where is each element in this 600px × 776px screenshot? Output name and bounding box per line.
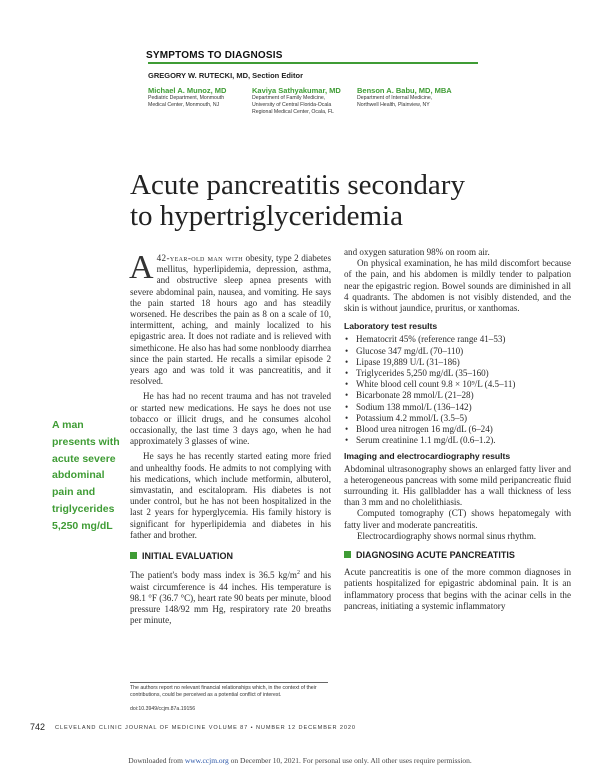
author-block [148, 86, 258, 109]
author-block [357, 86, 487, 109]
section-heading: DIAGNOSING ACUTE PANCREATITIS [344, 550, 571, 561]
drop-cap: A [129, 249, 154, 286]
author-name: Benson A. Babu, MD, MBA [357, 86, 452, 95]
footnote-rule [130, 682, 328, 683]
article-title [130, 170, 560, 232]
list-item: • Triglycerides 5,250 mg/dL (35–160) [344, 368, 571, 379]
author-name: Kaviya Sathyakumar, MD [252, 86, 341, 95]
lead-in: 42-year-old man with [156, 253, 244, 263]
author-affiliation: Northwell Health, Plainview, NY [357, 102, 430, 108]
download-notice: Downloaded from www.ccjm.org on December 10, 2021. For personal use only. All other uses require permission. [128, 756, 472, 765]
list-item: • White blood cell count 9.8 × 10⁹/L (4.5–11) [344, 379, 571, 390]
author-block [252, 86, 364, 116]
right-column [344, 247, 571, 612]
author-affiliation: Medical Center, Monmouth, NJ [148, 102, 220, 108]
heading-marker [344, 551, 351, 558]
disclosure-footnote: The authors report no relevant financial relationships which, in the context of their contributions, could be perceived as a potential conflict of interest. [130, 685, 317, 698]
paragraph: Computed tomography (CT) shows hepatomegaly with fatty liver and moderate pancreatitis. [344, 508, 571, 530]
header-rule [148, 62, 478, 64]
list-item: • Sodium 138 mmol/L (136–142) [344, 402, 571, 413]
author-affiliation: Department of Family Medicine, [252, 95, 326, 101]
list-item: • Glucose 347 mg/dL (70–110) [344, 346, 571, 357]
title-line: to hypertriglyceridemia [130, 200, 403, 232]
section-heading: INITIAL EVALUATION [130, 551, 331, 562]
paragraph: Electrocardiography shows normal sinus rhythm. [357, 530, 537, 541]
subheading: Laboratory test results [344, 321, 438, 332]
author-affiliation: Department of Internal Medicine, [357, 95, 433, 101]
paragraph: The patient's body mass index is 36.5 $kg/m^2$ and his waist circumference is 44 inches. His temperature is 98.1 °F (36.7 °C), heart rate 90 beats per minute, blood pressure 148/92 mm Hg, respiratory rate 20 breaths per minute, [130, 570, 331, 626]
section-label: SYMPTOMS TO DIAGNOSIS [146, 50, 283, 61]
author-name: Michael A. Munoz, MD [148, 86, 227, 95]
list-item: • Hematocrit 45% (reference range 41–53) [344, 334, 571, 345]
author-affiliation: Pediatric Department, Monmouth [148, 95, 225, 101]
left-column [129, 249, 331, 626]
author-affiliation: University of Central Florida-Ocala [252, 102, 332, 108]
list-item: • Bicarbonate 28 mmol/L (21–28) [344, 390, 571, 401]
page-number: 742 [30, 722, 46, 732]
list-item: • Serum creatinine 1.1 mg/dL (0.6–1.2). [344, 435, 571, 446]
list-item: • Lipase 19,889 U/L (31–186) [344, 357, 571, 368]
author-affiliation: Regional Medical Center, Ocala, FL [252, 109, 334, 115]
paragraph: and oxygen saturation 98% on room air. [344, 247, 490, 257]
title-line: Acute pancreatitis secondary [130, 169, 465, 201]
paragraph: A 42-year-old man with obesity, type 2 diabetes mellitus, hyperlipidemia, depression, asthma, and obstructive sleep apnea presents with severe abdominal pain, nausea, and vomiting. He says the pain started 18 hours ago and has steadily worsened. He describes the pain as 8 on a scale of 10, intermittent, aching, and mainly localized to his epigastric area. It does not radiate and is relieved with simethicone. He also has had some nonbloody diarrhea since the pain started. He recalls a similar episode 2 years ago and was told it was pancreatitis, and it resolved. [129, 249, 331, 387]
paragraph: Abdominal ultrasonography shows an enlarged fatty liver and a heterogeneous pancreas with some mild peripancreatic fluid surrounding it. His gallbladder has a wall thickness of less than 3 mm and no cholelithiasis. [344, 463, 571, 508]
list-item: • Potassium 4.2 mmol/L (3.5–5) [344, 413, 571, 424]
paragraph: On physical examination, he has mild discomfort because of the pain, and his abdomen is mildly tender to palpation near the epigastric region. Bowel sounds are diminished in all 4 quadrants. The abdomen is not visibly distended, and the skin is without jaundice, pruritus, or xanthomas. [344, 258, 571, 314]
journal-footer: CLEVELAND CLINIC JOURNAL OF MEDICINE VOLUME 87 • NUMBER 12 DECEMBER 2020 [55, 725, 356, 731]
doi: doi:10.3949/ccjm.87a.19156 [130, 706, 196, 712]
subheading: Imaging and electrocardiography results [344, 451, 511, 462]
paragraph: Acute pancreatitis is one of the more common diagnoses in patients hospitalized for epigastric abdominal pain. It is an inflammatory process that begins with the acinar cells in the pancreas, initiating a systemic inflammatory [344, 567, 571, 611]
paragraph: He says he has recently started eating more fried and unhealthy foods. He admits to not complying with his medications, which include metformin, albuterol, simvastatin, and escitalopram. His diabetes is not under control, but he has not been hospitalized in the last 2 years for hyperglycemia. His family history is significant for hyperlipidemia and diabetes in his father and brother. [130, 451, 331, 540]
ccjm-link[interactable]: www.ccjm.org [184, 756, 229, 765]
pull-quote: A man presents with acute severe abdominal pain and triglycerides 5,250 mg/dL [52, 419, 120, 532]
list-item: • Blood urea nitrogen 16 mg/dL (6–24) [344, 424, 571, 435]
heading-marker [130, 552, 137, 559]
section-editor: GREGORY W. RUTECKI, MD, Section Editor [148, 71, 304, 80]
lab-results-list [344, 334, 571, 446]
paragraph: He has had no recent trauma and has not traveled or started new medications. He says he does not use tobacco or illicit drugs, and he consumes alcohol occasionally, the last time 3 days ago, when he had approximately 3 glasses of wine. [130, 391, 331, 447]
